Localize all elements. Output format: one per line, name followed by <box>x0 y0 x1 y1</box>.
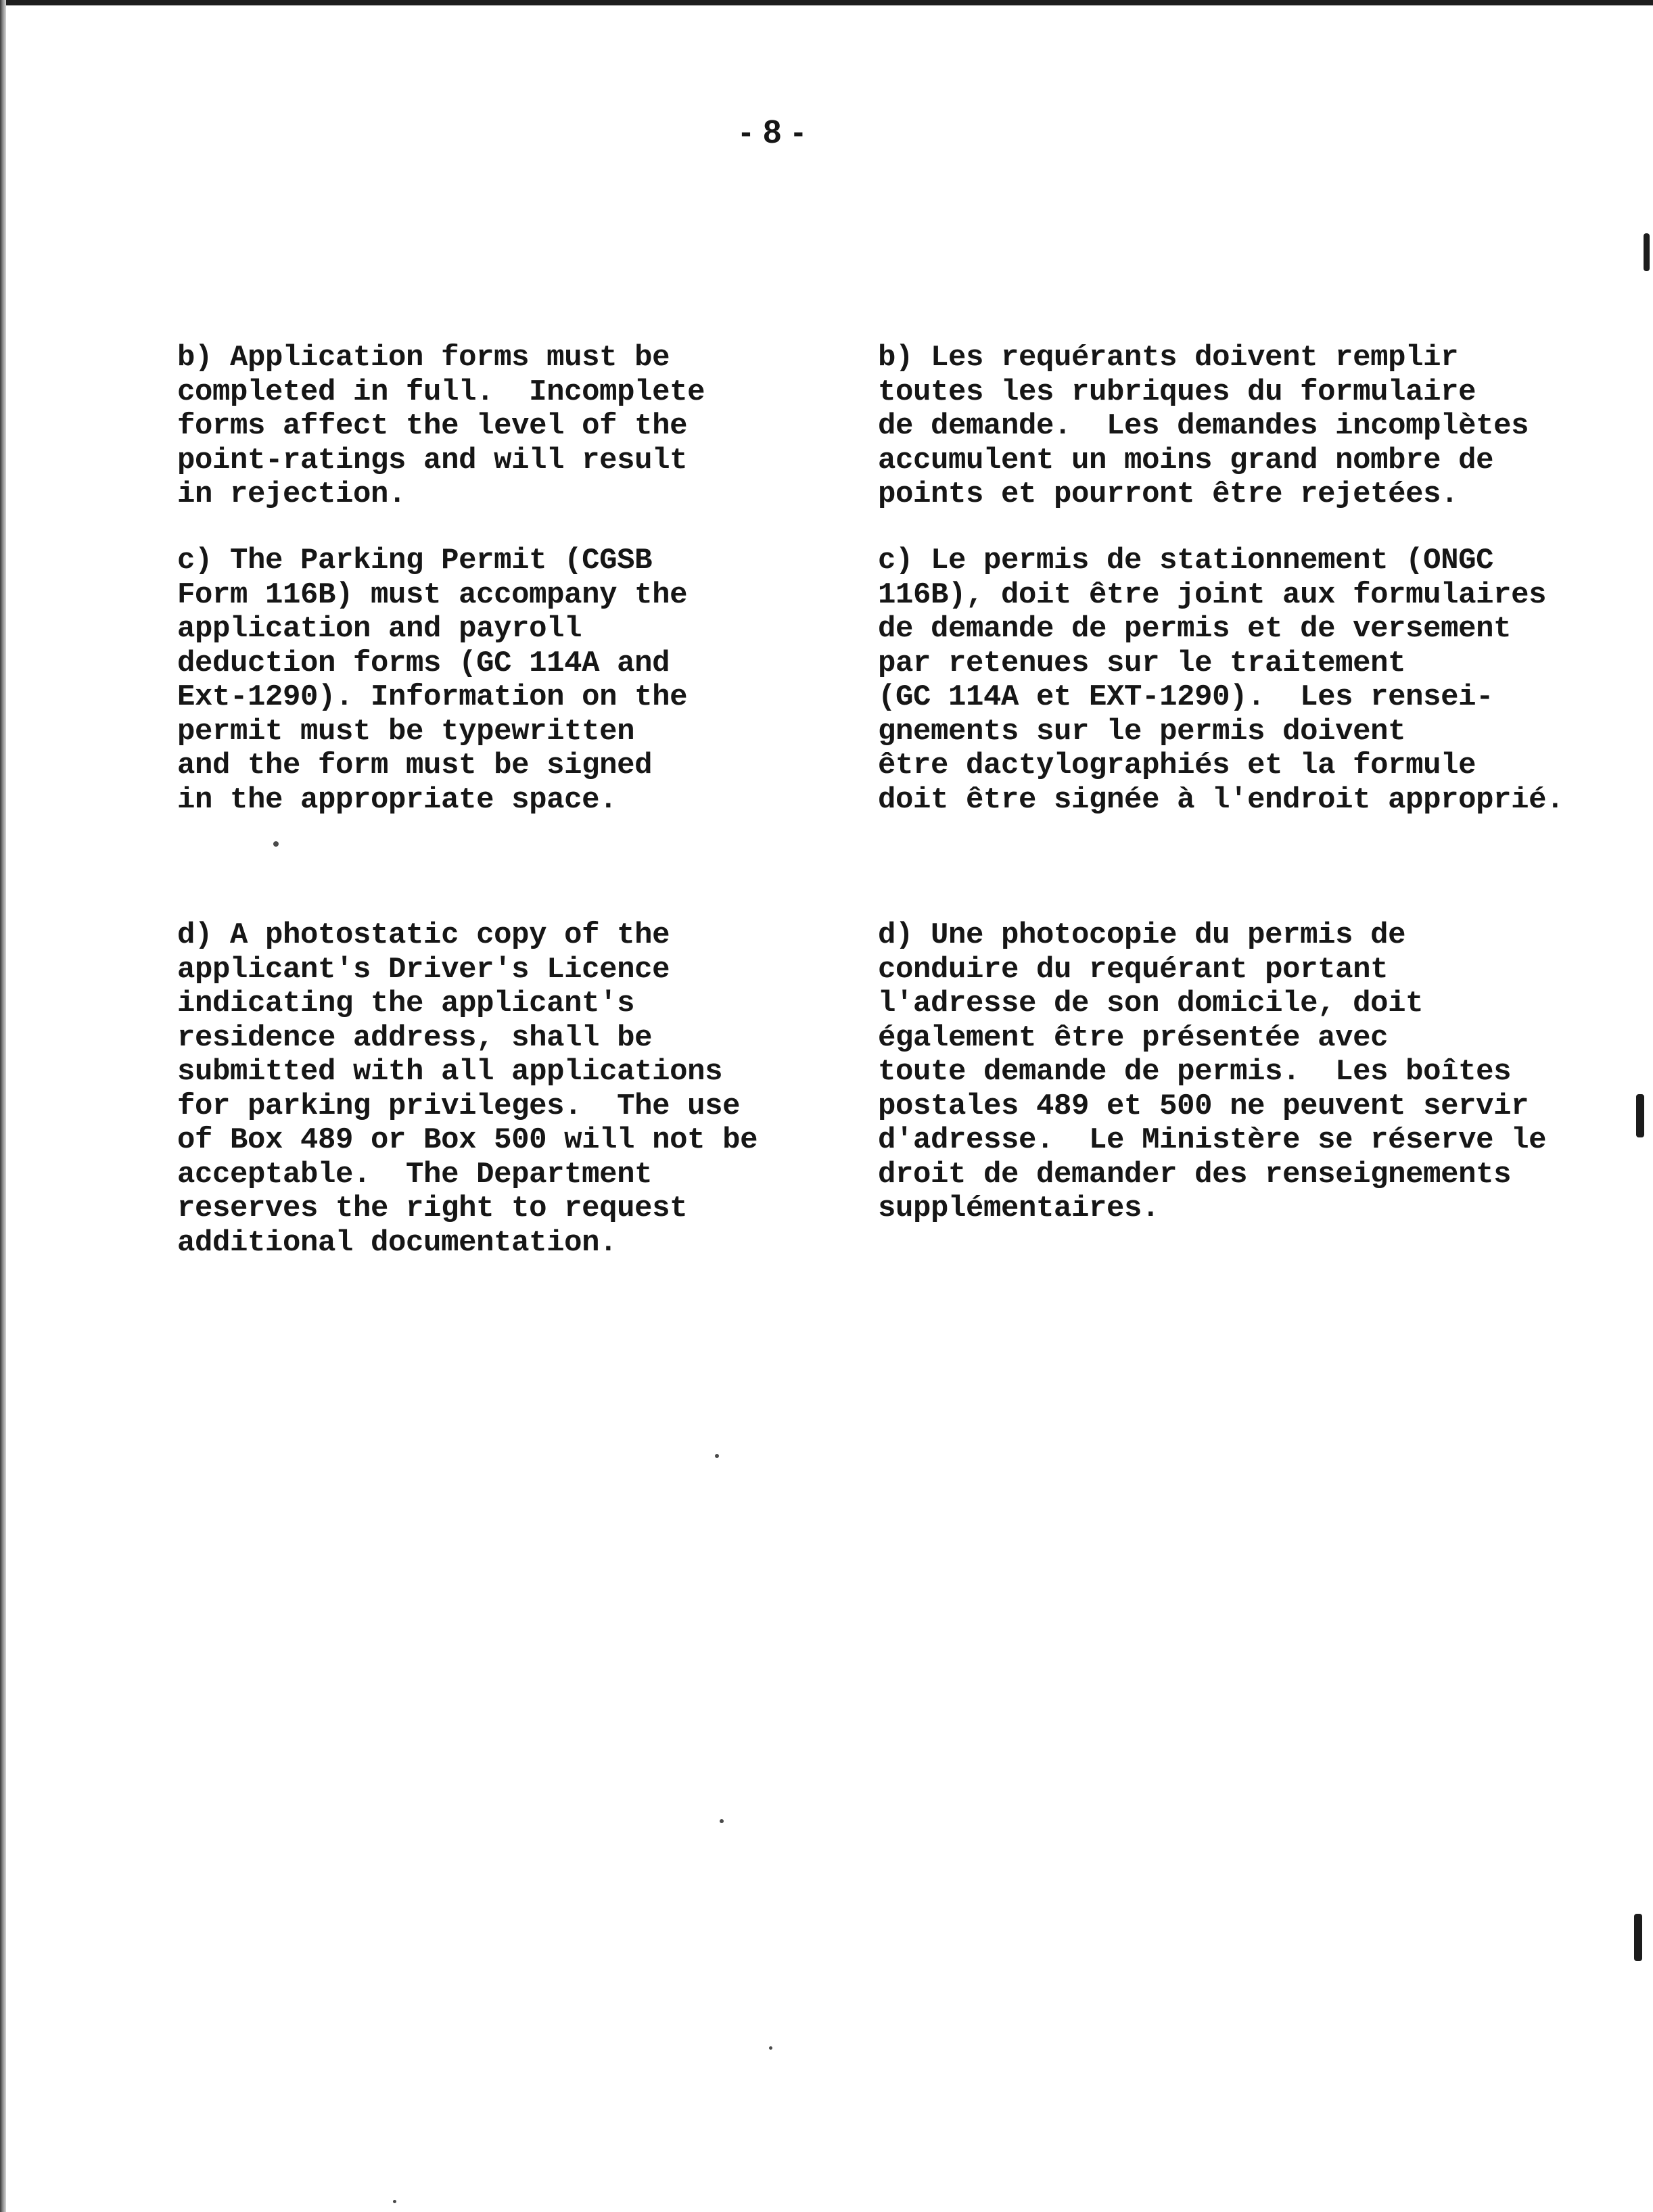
english-item-d: d) A photostatic copy of the applicant's Driver's Licence indicating the applicant's residence address, shall be submitted with all applications for parking privileges. The use of Box 489 or Box 500 will not be acceptable. The Department reserves the right to request additional documentation. <box>177 918 758 1260</box>
scan-top-border <box>0 0 1653 5</box>
french-item-c: c) Le permis de stationnement (ONGC 116B), doit être joint aux formulaires de demande de permis et de versement par retenues sur le traitement (GC 114A et EXT-1290). Les rensei- gnements sur le permis doivent être dactylographiés et la formule doit être signée à l'endroit approprié. <box>878 544 1564 817</box>
scan-left-edge <box>0 0 6 2212</box>
french-item-b: b) Les requérants doivent remplir toutes les rubriques du formulaire de demande. Les demandes incomplètes accumulent un moins grand nombre de points et pourront être rejetées. <box>878 341 1529 511</box>
scan-speck <box>720 1819 724 1823</box>
binding-mark-bottom <box>1634 1914 1642 1961</box>
page-number: - 8 - <box>741 114 806 150</box>
scan-speck <box>715 1454 719 1458</box>
binding-mark-middle <box>1636 1094 1644 1137</box>
scan-speck <box>273 841 279 847</box>
french-item-d: d) Une photocopie du permis de conduire du requérant portant l'adresse de son domicile, doit également être présentée avec toute demande de permis. Les boîtes postales 489 et 500 ne peuvent servir d'adresse. Le Ministère se réserve le droit de demander des renseignements supplémentaires. <box>878 918 1547 1225</box>
scan-speck <box>393 2200 396 2203</box>
english-item-c: c) The Parking Permit (CGSB Form 116B) must accompany the application and payroll deduction forms (GC 114A and Ext-1290). Information on the permit must be typewritten and the form must be signed in the appropriate space. <box>177 544 688 817</box>
scan-speck <box>769 2046 772 2050</box>
english-item-b: b) Application forms must be completed in full. Incomplete forms affect the level of the point-ratings and will result in rejection. <box>177 341 705 511</box>
binding-mark-top <box>1644 233 1650 271</box>
